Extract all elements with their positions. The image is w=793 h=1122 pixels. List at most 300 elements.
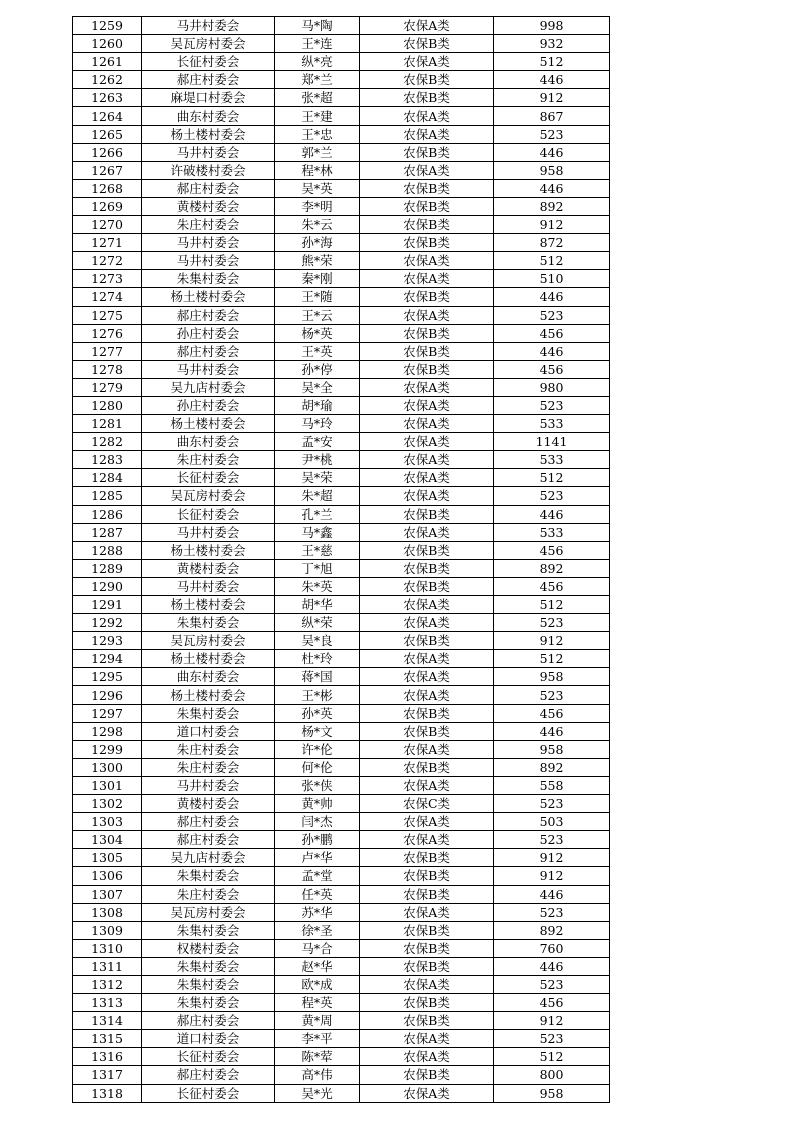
table-row — [73, 541, 610, 559]
village-committee-cell: 道口村委会 — [142, 722, 275, 740]
insurance-category-cell: 农保B类 — [360, 559, 494, 577]
insurance-category-cell: 农保A类 — [360, 270, 494, 288]
amount-cell: 446 — [494, 957, 610, 975]
table-row — [73, 1048, 610, 1066]
row-number-cell: 1310 — [73, 939, 142, 957]
amount-cell: 958 — [494, 161, 610, 179]
village-committee-cell: 朱集村委会 — [142, 975, 275, 993]
amount-cell: 912 — [494, 849, 610, 867]
person-name-cell: 陈*荤 — [275, 1048, 360, 1066]
table-row — [73, 994, 610, 1012]
insurance-category-cell: 农保B类 — [360, 216, 494, 234]
village-committee-cell: 朱集村委会 — [142, 270, 275, 288]
amount-cell: 958 — [494, 668, 610, 686]
table-row — [73, 487, 610, 505]
amount-cell: 523 — [494, 1030, 610, 1048]
amount-cell: 912 — [494, 216, 610, 234]
person-name-cell: 王*英 — [275, 342, 360, 360]
person-name-cell: 孙*鹏 — [275, 831, 360, 849]
amount-cell: 510 — [494, 270, 610, 288]
table-row — [73, 867, 610, 885]
table-row — [73, 161, 610, 179]
insurance-category-cell: 农保A类 — [360, 396, 494, 414]
insurance-category-cell: 农保B类 — [360, 722, 494, 740]
amount-cell: 456 — [494, 541, 610, 559]
village-committee-cell: 吴瓦房村委会 — [142, 35, 275, 53]
person-name-cell: 王*随 — [275, 288, 360, 306]
amount-cell: 456 — [494, 324, 610, 342]
person-name-cell: 熊*荣 — [275, 252, 360, 270]
insurance-category-cell: 农保B类 — [360, 577, 494, 595]
amount-cell: 523 — [494, 686, 610, 704]
insurance-category-cell: 农保A类 — [360, 614, 494, 632]
row-number-cell: 1259 — [73, 17, 142, 35]
amount-cell: 512 — [494, 650, 610, 668]
insurance-category-cell: 农保B类 — [360, 71, 494, 89]
row-number-cell: 1265 — [73, 125, 142, 143]
person-name-cell: 朱*英 — [275, 577, 360, 595]
table-row — [73, 505, 610, 523]
village-committee-cell: 朱集村委会 — [142, 994, 275, 1012]
insurance-category-cell: 农保B类 — [360, 89, 494, 107]
table-row — [73, 1066, 610, 1084]
table-row — [73, 71, 610, 89]
amount-cell: 512 — [494, 53, 610, 71]
insurance-category-cell: 农保A类 — [360, 686, 494, 704]
table-row — [73, 686, 610, 704]
person-name-cell: 马*玲 — [275, 415, 360, 433]
amount-cell: 912 — [494, 632, 610, 650]
amount-cell: 512 — [494, 1048, 610, 1066]
amount-cell: 523 — [494, 975, 610, 993]
table-row — [73, 632, 610, 650]
row-number-cell: 1300 — [73, 758, 142, 776]
amount-cell: 446 — [494, 505, 610, 523]
table-row — [73, 831, 610, 849]
village-committee-cell: 马井村委会 — [142, 360, 275, 378]
table-row — [73, 324, 610, 342]
row-number-cell: 1303 — [73, 813, 142, 831]
person-name-cell: 许*伦 — [275, 740, 360, 758]
person-name-cell: 高*伟 — [275, 1066, 360, 1084]
row-number-cell: 1311 — [73, 957, 142, 975]
beneficiary-table — [72, 16, 610, 1103]
person-name-cell: 郑*兰 — [275, 71, 360, 89]
table-row — [73, 903, 610, 921]
person-name-cell: 何*伦 — [275, 758, 360, 776]
person-name-cell: 孔*兰 — [275, 505, 360, 523]
person-name-cell: 秦*刚 — [275, 270, 360, 288]
person-name-cell: 孟*安 — [275, 433, 360, 451]
row-number-cell: 1274 — [73, 288, 142, 306]
table-row — [73, 288, 610, 306]
table-row — [73, 813, 610, 831]
village-committee-cell: 孙庄村委会 — [142, 324, 275, 342]
insurance-category-cell: 农保A类 — [360, 487, 494, 505]
amount-cell: 523 — [494, 396, 610, 414]
insurance-category-cell: 农保B类 — [360, 360, 494, 378]
amount-cell: 446 — [494, 71, 610, 89]
insurance-category-cell: 农保B类 — [360, 1012, 494, 1030]
row-number-cell: 1292 — [73, 614, 142, 632]
amount-cell: 533 — [494, 523, 610, 541]
village-committee-cell: 杨土楼村委会 — [142, 541, 275, 559]
table-row — [73, 559, 610, 577]
table-row — [73, 35, 610, 53]
row-number-cell: 1260 — [73, 35, 142, 53]
table-row — [73, 776, 610, 794]
village-committee-cell: 吴九店村委会 — [142, 378, 275, 396]
village-committee-cell: 长征村委会 — [142, 505, 275, 523]
amount-cell: 912 — [494, 1012, 610, 1030]
person-name-cell: 朱*超 — [275, 487, 360, 505]
person-name-cell: 苏*华 — [275, 903, 360, 921]
insurance-category-cell: 农保B类 — [360, 234, 494, 252]
village-committee-cell: 黄楼村委会 — [142, 795, 275, 813]
amount-cell: 872 — [494, 234, 610, 252]
row-number-cell: 1268 — [73, 179, 142, 197]
village-committee-cell: 麻堤口村委会 — [142, 89, 275, 107]
insurance-category-cell: 农保A类 — [360, 125, 494, 143]
row-number-cell: 1279 — [73, 378, 142, 396]
person-name-cell: 孙*停 — [275, 360, 360, 378]
table-row — [73, 722, 610, 740]
amount-cell: 523 — [494, 831, 610, 849]
village-committee-cell: 吴九店村委会 — [142, 849, 275, 867]
village-committee-cell: 朱集村委会 — [142, 614, 275, 632]
insurance-category-cell: 农保B类 — [360, 632, 494, 650]
village-committee-cell: 孙庄村委会 — [142, 396, 275, 414]
table-row — [73, 197, 610, 215]
insurance-category-cell: 农保B类 — [360, 885, 494, 903]
person-name-cell: 胡*华 — [275, 596, 360, 614]
village-committee-cell: 郝庄村委会 — [142, 342, 275, 360]
amount-cell: 892 — [494, 197, 610, 215]
insurance-category-cell: 农保A类 — [360, 831, 494, 849]
person-name-cell: 马*合 — [275, 939, 360, 957]
row-number-cell: 1278 — [73, 360, 142, 378]
amount-cell: 523 — [494, 795, 610, 813]
person-name-cell: 蒋*国 — [275, 668, 360, 686]
person-name-cell: 吴*良 — [275, 632, 360, 650]
table-row — [73, 415, 610, 433]
person-name-cell: 吴*全 — [275, 378, 360, 396]
table-row — [73, 270, 610, 288]
amount-cell: 503 — [494, 813, 610, 831]
person-name-cell: 杨*文 — [275, 722, 360, 740]
village-committee-cell: 权楼村委会 — [142, 939, 275, 957]
insurance-category-cell: 农保B类 — [360, 939, 494, 957]
table-row — [73, 360, 610, 378]
table-row — [73, 1084, 610, 1102]
village-committee-cell: 杨土楼村委会 — [142, 125, 275, 143]
table-row — [73, 53, 610, 71]
village-committee-cell: 朱集村委会 — [142, 704, 275, 722]
village-committee-cell: 曲东村委会 — [142, 107, 275, 125]
row-number-cell: 1285 — [73, 487, 142, 505]
amount-cell: 512 — [494, 596, 610, 614]
row-number-cell: 1301 — [73, 776, 142, 794]
row-number-cell: 1286 — [73, 505, 142, 523]
table-row — [73, 17, 610, 35]
village-committee-cell: 郝庄村委会 — [142, 1066, 275, 1084]
amount-cell: 446 — [494, 722, 610, 740]
table-row — [73, 125, 610, 143]
person-name-cell: 黄*帅 — [275, 795, 360, 813]
table-row — [73, 306, 610, 324]
village-committee-cell: 马井村委会 — [142, 577, 275, 595]
row-number-cell: 1282 — [73, 433, 142, 451]
table-row — [73, 342, 610, 360]
amount-cell: 867 — [494, 107, 610, 125]
amount-cell: 892 — [494, 559, 610, 577]
person-name-cell: 孙*英 — [275, 704, 360, 722]
insurance-category-cell: 农保A类 — [360, 378, 494, 396]
table-row — [73, 885, 610, 903]
row-number-cell: 1316 — [73, 1048, 142, 1066]
row-number-cell: 1306 — [73, 867, 142, 885]
table-row — [73, 650, 610, 668]
insurance-category-cell: 农保A类 — [360, 252, 494, 270]
insurance-category-cell: 农保B类 — [360, 288, 494, 306]
row-number-cell: 1315 — [73, 1030, 142, 1048]
row-number-cell: 1312 — [73, 975, 142, 993]
village-committee-cell: 朱庄村委会 — [142, 216, 275, 234]
amount-cell: 446 — [494, 342, 610, 360]
row-number-cell: 1262 — [73, 71, 142, 89]
insurance-category-cell: 农保A类 — [360, 668, 494, 686]
table-row — [73, 921, 610, 939]
row-number-cell: 1313 — [73, 994, 142, 1012]
insurance-category-cell: 农保A类 — [360, 17, 494, 35]
village-committee-cell: 许破楼村委会 — [142, 161, 275, 179]
table-row — [73, 577, 610, 595]
row-number-cell: 1273 — [73, 270, 142, 288]
amount-cell: 533 — [494, 451, 610, 469]
table-row — [73, 975, 610, 993]
row-number-cell: 1275 — [73, 306, 142, 324]
village-committee-cell: 马井村委会 — [142, 234, 275, 252]
village-committee-cell: 长征村委会 — [142, 1048, 275, 1066]
insurance-category-cell: 农保A类 — [360, 161, 494, 179]
row-number-cell: 1299 — [73, 740, 142, 758]
insurance-category-cell: 农保B类 — [360, 867, 494, 885]
table-row — [73, 179, 610, 197]
row-number-cell: 1293 — [73, 632, 142, 650]
table-row — [73, 378, 610, 396]
village-committee-cell: 郝庄村委会 — [142, 71, 275, 89]
person-name-cell: 张*侠 — [275, 776, 360, 794]
amount-cell: 912 — [494, 89, 610, 107]
insurance-category-cell: 农保A类 — [360, 306, 494, 324]
village-committee-cell: 杨土楼村委会 — [142, 596, 275, 614]
insurance-category-cell: 农保A类 — [360, 1084, 494, 1102]
amount-cell: 523 — [494, 306, 610, 324]
person-name-cell: 马*鑫 — [275, 523, 360, 541]
amount-cell: 558 — [494, 776, 610, 794]
amount-cell: 523 — [494, 125, 610, 143]
row-number-cell: 1298 — [73, 722, 142, 740]
person-name-cell: 王*云 — [275, 306, 360, 324]
table-row — [73, 523, 610, 541]
row-number-cell: 1318 — [73, 1084, 142, 1102]
row-number-cell: 1314 — [73, 1012, 142, 1030]
amount-cell: 1141 — [494, 433, 610, 451]
person-name-cell: 杨*英 — [275, 324, 360, 342]
insurance-category-cell: 农保A类 — [360, 776, 494, 794]
amount-cell: 533 — [494, 415, 610, 433]
amount-cell: 512 — [494, 252, 610, 270]
amount-cell: 456 — [494, 704, 610, 722]
amount-cell: 446 — [494, 288, 610, 306]
insurance-category-cell: 农保B类 — [360, 849, 494, 867]
insurance-category-cell: 农保B类 — [360, 758, 494, 776]
village-committee-cell: 杨土楼村委会 — [142, 650, 275, 668]
person-name-cell: 尹*桃 — [275, 451, 360, 469]
row-number-cell: 1304 — [73, 831, 142, 849]
table-row — [73, 1012, 610, 1030]
insurance-category-cell: 农保B类 — [360, 505, 494, 523]
person-name-cell: 赵*华 — [275, 957, 360, 975]
insurance-category-cell: 农保B类 — [360, 921, 494, 939]
table-row — [73, 396, 610, 414]
row-number-cell: 1295 — [73, 668, 142, 686]
village-committee-cell: 吴瓦房村委会 — [142, 632, 275, 650]
village-committee-cell: 郝庄村委会 — [142, 831, 275, 849]
row-number-cell: 1283 — [73, 451, 142, 469]
table-body — [73, 17, 610, 1103]
insurance-category-cell: 农保A类 — [360, 107, 494, 125]
row-number-cell: 1290 — [73, 577, 142, 595]
amount-cell: 892 — [494, 921, 610, 939]
insurance-category-cell: 农保B类 — [360, 179, 494, 197]
row-number-cell: 1284 — [73, 469, 142, 487]
village-committee-cell: 郝庄村委会 — [142, 306, 275, 324]
row-number-cell: 1272 — [73, 252, 142, 270]
village-committee-cell: 长征村委会 — [142, 469, 275, 487]
person-name-cell: 王*忠 — [275, 125, 360, 143]
insurance-category-cell: 农保A类 — [360, 596, 494, 614]
table-row — [73, 596, 610, 614]
person-name-cell: 吴*荣 — [275, 469, 360, 487]
village-committee-cell: 曲东村委会 — [142, 433, 275, 451]
table-row — [73, 216, 610, 234]
row-number-cell: 1267 — [73, 161, 142, 179]
table-row — [73, 704, 610, 722]
amount-cell: 932 — [494, 35, 610, 53]
amount-cell: 800 — [494, 1066, 610, 1084]
row-number-cell: 1297 — [73, 704, 142, 722]
amount-cell: 760 — [494, 939, 610, 957]
insurance-category-cell: 农保A类 — [360, 1048, 494, 1066]
person-name-cell: 李*平 — [275, 1030, 360, 1048]
amount-cell: 523 — [494, 614, 610, 632]
amount-cell: 456 — [494, 994, 610, 1012]
insurance-category-cell: 农保B类 — [360, 1066, 494, 1084]
amount-cell: 980 — [494, 378, 610, 396]
insurance-category-cell: 农保A类 — [360, 975, 494, 993]
person-name-cell: 吴*光 — [275, 1084, 360, 1102]
row-number-cell: 1289 — [73, 559, 142, 577]
table-row — [73, 614, 610, 632]
table-row — [73, 451, 610, 469]
amount-cell: 998 — [494, 17, 610, 35]
table-row — [73, 740, 610, 758]
table-row — [73, 433, 610, 451]
insurance-category-cell: 农保A类 — [360, 740, 494, 758]
amount-cell: 446 — [494, 885, 610, 903]
village-committee-cell: 马井村委会 — [142, 776, 275, 794]
insurance-category-cell: 农保B类 — [360, 197, 494, 215]
row-number-cell: 1305 — [73, 849, 142, 867]
table-row — [73, 107, 610, 125]
table-row — [73, 849, 610, 867]
table-row — [73, 1030, 610, 1048]
person-name-cell: 王*建 — [275, 107, 360, 125]
village-committee-cell: 朱庄村委会 — [142, 451, 275, 469]
table-row — [73, 758, 610, 776]
row-number-cell: 1308 — [73, 903, 142, 921]
amount-cell: 892 — [494, 758, 610, 776]
person-name-cell: 程*英 — [275, 994, 360, 1012]
village-committee-cell: 马井村委会 — [142, 17, 275, 35]
person-name-cell: 黄*周 — [275, 1012, 360, 1030]
village-committee-cell: 吴瓦房村委会 — [142, 903, 275, 921]
person-name-cell: 马*陶 — [275, 17, 360, 35]
row-number-cell: 1294 — [73, 650, 142, 668]
village-committee-cell: 马井村委会 — [142, 523, 275, 541]
insurance-category-cell: 农保A类 — [360, 53, 494, 71]
village-committee-cell: 朱集村委会 — [142, 867, 275, 885]
person-name-cell: 吴*英 — [275, 179, 360, 197]
table-row — [73, 957, 610, 975]
row-number-cell: 1307 — [73, 885, 142, 903]
village-committee-cell: 郝庄村委会 — [142, 179, 275, 197]
person-name-cell: 孙*海 — [275, 234, 360, 252]
insurance-category-cell: 农保A类 — [360, 650, 494, 668]
person-name-cell: 胡*瑜 — [275, 396, 360, 414]
village-committee-cell: 长征村委会 — [142, 53, 275, 71]
row-number-cell: 1271 — [73, 234, 142, 252]
person-name-cell: 任*英 — [275, 885, 360, 903]
amount-cell: 523 — [494, 487, 610, 505]
village-committee-cell: 朱庄村委会 — [142, 740, 275, 758]
village-committee-cell: 郝庄村委会 — [142, 813, 275, 831]
village-committee-cell: 郝庄村委会 — [142, 1012, 275, 1030]
village-committee-cell: 长征村委会 — [142, 1084, 275, 1102]
amount-cell: 456 — [494, 577, 610, 595]
village-committee-cell: 马井村委会 — [142, 252, 275, 270]
insurance-category-cell: 农保B类 — [360, 35, 494, 53]
row-number-cell: 1276 — [73, 324, 142, 342]
amount-cell: 912 — [494, 867, 610, 885]
person-name-cell: 纵*荣 — [275, 614, 360, 632]
row-number-cell: 1277 — [73, 342, 142, 360]
insurance-category-cell: 农保B类 — [360, 342, 494, 360]
amount-cell: 512 — [494, 469, 610, 487]
person-name-cell: 徐*圣 — [275, 921, 360, 939]
row-number-cell: 1317 — [73, 1066, 142, 1084]
table-row — [73, 89, 610, 107]
insurance-category-cell: 农保A类 — [360, 813, 494, 831]
amount-cell: 958 — [494, 740, 610, 758]
person-name-cell: 李*明 — [275, 197, 360, 215]
person-name-cell: 王*慈 — [275, 541, 360, 559]
insurance-category-cell: 农保B类 — [360, 957, 494, 975]
insurance-category-cell: 农保B类 — [360, 324, 494, 342]
insurance-category-cell: 农保A类 — [360, 415, 494, 433]
village-committee-cell: 马井村委会 — [142, 143, 275, 161]
